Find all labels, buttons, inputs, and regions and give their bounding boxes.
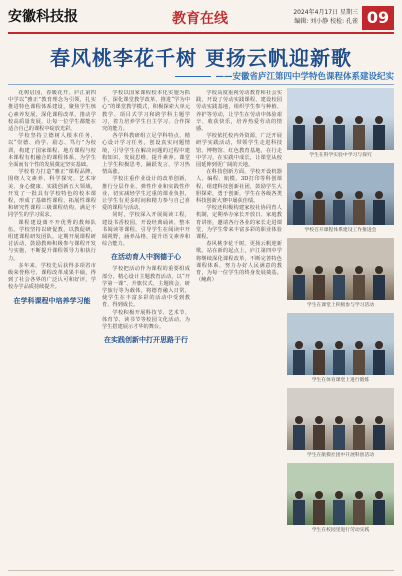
photo [287,238,394,300]
person-head [295,341,303,349]
person-head [355,491,363,499]
person-body [373,200,385,225]
header-rule [8,32,394,34]
photo-figures [287,388,394,450]
person-body [333,500,345,525]
person-head [375,341,383,349]
masthead: 安徽科技报 [8,9,78,25]
paragraph: 学校依托校内外资源，广泛开展研学实践活动，带领学生走进科技馆、博物馆、红色教育基地，在行走中学习，在实践中成长，让课堂从校园延伸到更广阔的天地。 [196,133,282,169]
section-subtitle-2: 在活动育人中润德于心 [111,253,181,262]
person-body [353,275,365,300]
paragraph: 学校坚持立德树人根本任务，以“崇德、尚学、励志、笃行”为校训，构建了国家课程、地方课程与校本课程有机融合的课程体系，为学生全面而有个性的发展奠定坚实基础。 [8,133,96,169]
photo-figures [287,463,394,525]
paragraph: 学校高度重视劳动教育和社会实践，开设了劳动实践课程，建设校园劳动实践基地，组织学生参与种植、养护等劳动，让学生在劳动中体验艰辛、收获快乐，培养热爱劳动的情感。 [196,90,282,133]
paragraph: 学校积极开展科技节、艺术节、体育节、读书节等校园文化活动，为学生搭建展示才华的舞台。 [102,309,190,331]
person-head [375,416,383,424]
paragraph: 学校还积极构建家校社协同育人机制，定期举办家长开放日、家庭教育讲座，邀请各行各业的家长走进课堂，为学生带来丰富多彩的职业体验课程。 [196,205,282,241]
person-head [295,266,303,274]
person-body [373,500,385,525]
paragraph: 学校以国家课程校本化实施为抓手，深化课堂教学改革，推进“学为中心”的课堂教学模式，积极探索大单元教学、项目式学习和跨学科主题学习，着力培养学生自主学习、合作探究的能力。 [102,90,190,133]
paragraph: 学校着力打造“雅正”课程品牌，围绕人文素养、科学探究、艺术审美、身心健康、实践创新五大领域，开发了一批具有学校特色的校本课程，形成了基础性课程、拓展性课程和研究性课程三级课程结构，满足不同学生的学习需求。 [8,169,96,219]
editor-credits: 编辑: 刘小静 校检: 孔雀 [294,18,358,25]
person-body [333,275,345,300]
paragraph: 多年来，学校先后获得多项省市级荣誉称号，课程改革成果丰硕，得到了社会各界的广泛认可和好评，学校办学品质持续提升。 [8,262,96,291]
photo-figures [287,238,394,300]
article-subhead [8,70,394,82]
person-head [355,416,363,424]
paragraph: 学校把活动作为课程的重要组成部分，精心设计主题教育活动，以“开学第一课”、升旗仪式、主题班会、研学旅行等为载体，将德育融入日常，使学生在丰富多彩的活动中受到教育、得到成长。 [102,266,190,309]
photo [287,88,394,150]
paragraph: 花树启园，春暖花开。庐江第四中学以“雅正”教育理念为引领，扎实推进特色课程体系建设，聚焦学生核心素养发展，深化课程改革，推动学校高质量发展，让每一位学生都能在适合自己的课程中绽放光彩。 [8,90,96,133]
person-head [315,191,323,199]
person-head [335,116,343,124]
section-title: 教育在线 [172,11,228,27]
person-head [355,266,363,274]
person-head [355,341,363,349]
photo-caption: 学校召开课程体系建设工作推进会 [304,228,377,233]
headline-divider [8,84,394,85]
person-head [295,491,303,499]
section-subtitle-1: 在学科课程中培养学习能 [13,296,91,305]
person-body [373,425,385,450]
photo [287,388,394,450]
person-body [313,200,325,225]
person-body [333,350,345,375]
person-head [315,416,323,424]
issue-date: 2024年4月17日 星期三 [293,9,358,16]
person-body [293,350,305,375]
person-head [295,416,303,424]
person-head [315,341,323,349]
person-head [335,341,343,349]
footer-rule [8,570,394,571]
photo [287,463,394,525]
person-head [315,266,323,274]
person-body [373,275,385,300]
person-head [335,416,343,424]
person-body [353,200,365,225]
photo [287,163,394,225]
page-number: 09 [362,6,394,30]
person-head [295,116,303,124]
person-body [293,275,305,300]
photo [287,313,394,375]
person-head [315,491,323,499]
photo-caption: 学生在航模社团中开展科创活动 [306,453,375,458]
person-body [373,350,385,375]
person-head [335,266,343,274]
photo-caption: 学生在科学实验中学习与探究 [309,153,372,158]
person-head [375,266,383,274]
subhead-dash [175,76,211,77]
person-body [373,125,385,150]
photo-figures [287,313,394,375]
person-body [353,350,365,375]
article-column-3 [196,90,282,568]
person-head [375,491,383,499]
person-head [315,116,323,124]
person-body [313,125,325,150]
paragraph: 学校注重作业设计的改革创新，推行分层作业、弹性作业和实践性作业，切实减轻学生过重的课业负担，让学生有更多时间和精力参与自己喜爱的课程与活动。 [102,176,190,212]
person-body [313,425,325,450]
person-head [335,491,343,499]
person-body [353,500,365,525]
section-subtitle-3: 在实践创新中打开思路于行 [104,336,188,345]
photo-column [287,88,394,538]
person-body [293,125,305,150]
photo-figures [287,88,394,150]
person-body [313,350,325,375]
person-body [333,425,345,450]
article-column-1 [8,90,96,568]
person-body [313,500,325,525]
person-head [375,116,383,124]
person-head [355,116,363,124]
person-body [333,125,345,150]
paragraph: 课程建设离不开优秀的教师队伍。学校坚持以研促教，以教促研，组建课程研发团队，定期开展课程研讨活动，鼓励教师积极参与课程开发与实施，不断提升课程领导力和执行力。 [8,219,96,262]
photo-figures [287,163,394,225]
paragraph: 春风桃李花千树，更扬云帆迎新歌。站在新的起点上，庐江第四中学将继续深化课程改革，不断完善特色课程体系，努力办好人民满意的教育，为每一位学生的终身发展奠基。（鲍莉） [196,241,282,284]
person-body [293,500,305,525]
issue-meta [293,8,358,26]
person-head [355,191,363,199]
person-head [295,191,303,199]
paragraph: 各学科教研组立足学科特点，精心设计学习任务，创设真实问题情境，引导学生在解决问题的过程中建构知识、发展思维、提升素养。课堂上学生积极思考，踊跃发言，学习热情高涨。 [102,133,190,176]
person-body [293,200,305,225]
photo-caption: 学生在课堂上积极参与学习活动 [306,303,375,308]
person-head [335,191,343,199]
person-body [293,425,305,450]
photo-caption: 学生在校园里进行劳动实践 [311,528,370,533]
paragraph: 在科技创新方面，学校开设机器人、编程、航模、3D打印等科创课程，组建科技创新社团，鼓励学生大胆探索，勇于创新，学生在各级各类科技创新大赛中屡获佳绩。 [196,169,282,205]
paragraph: 同时，学校深入开展阅读工程，建设书香校园，开设经典诵读、整本书阅读等课程，引导学生在阅读中开阔视野，涵养品格，提升语文素养和综合能力。 [102,212,190,248]
person-body [333,200,345,225]
person-body [313,275,325,300]
person-head [375,191,383,199]
article-headline: 春风桃李花千树 更扬云帆迎新歌 [50,46,352,70]
person-body [353,425,365,450]
person-body [353,125,365,150]
photo-caption: 学生在体育课堂上进行锻炼 [311,378,370,383]
subhead-text: ——安徽省庐江第四中学特色课程体系建设纪实 [215,72,394,82]
article-column-2 [102,90,190,568]
